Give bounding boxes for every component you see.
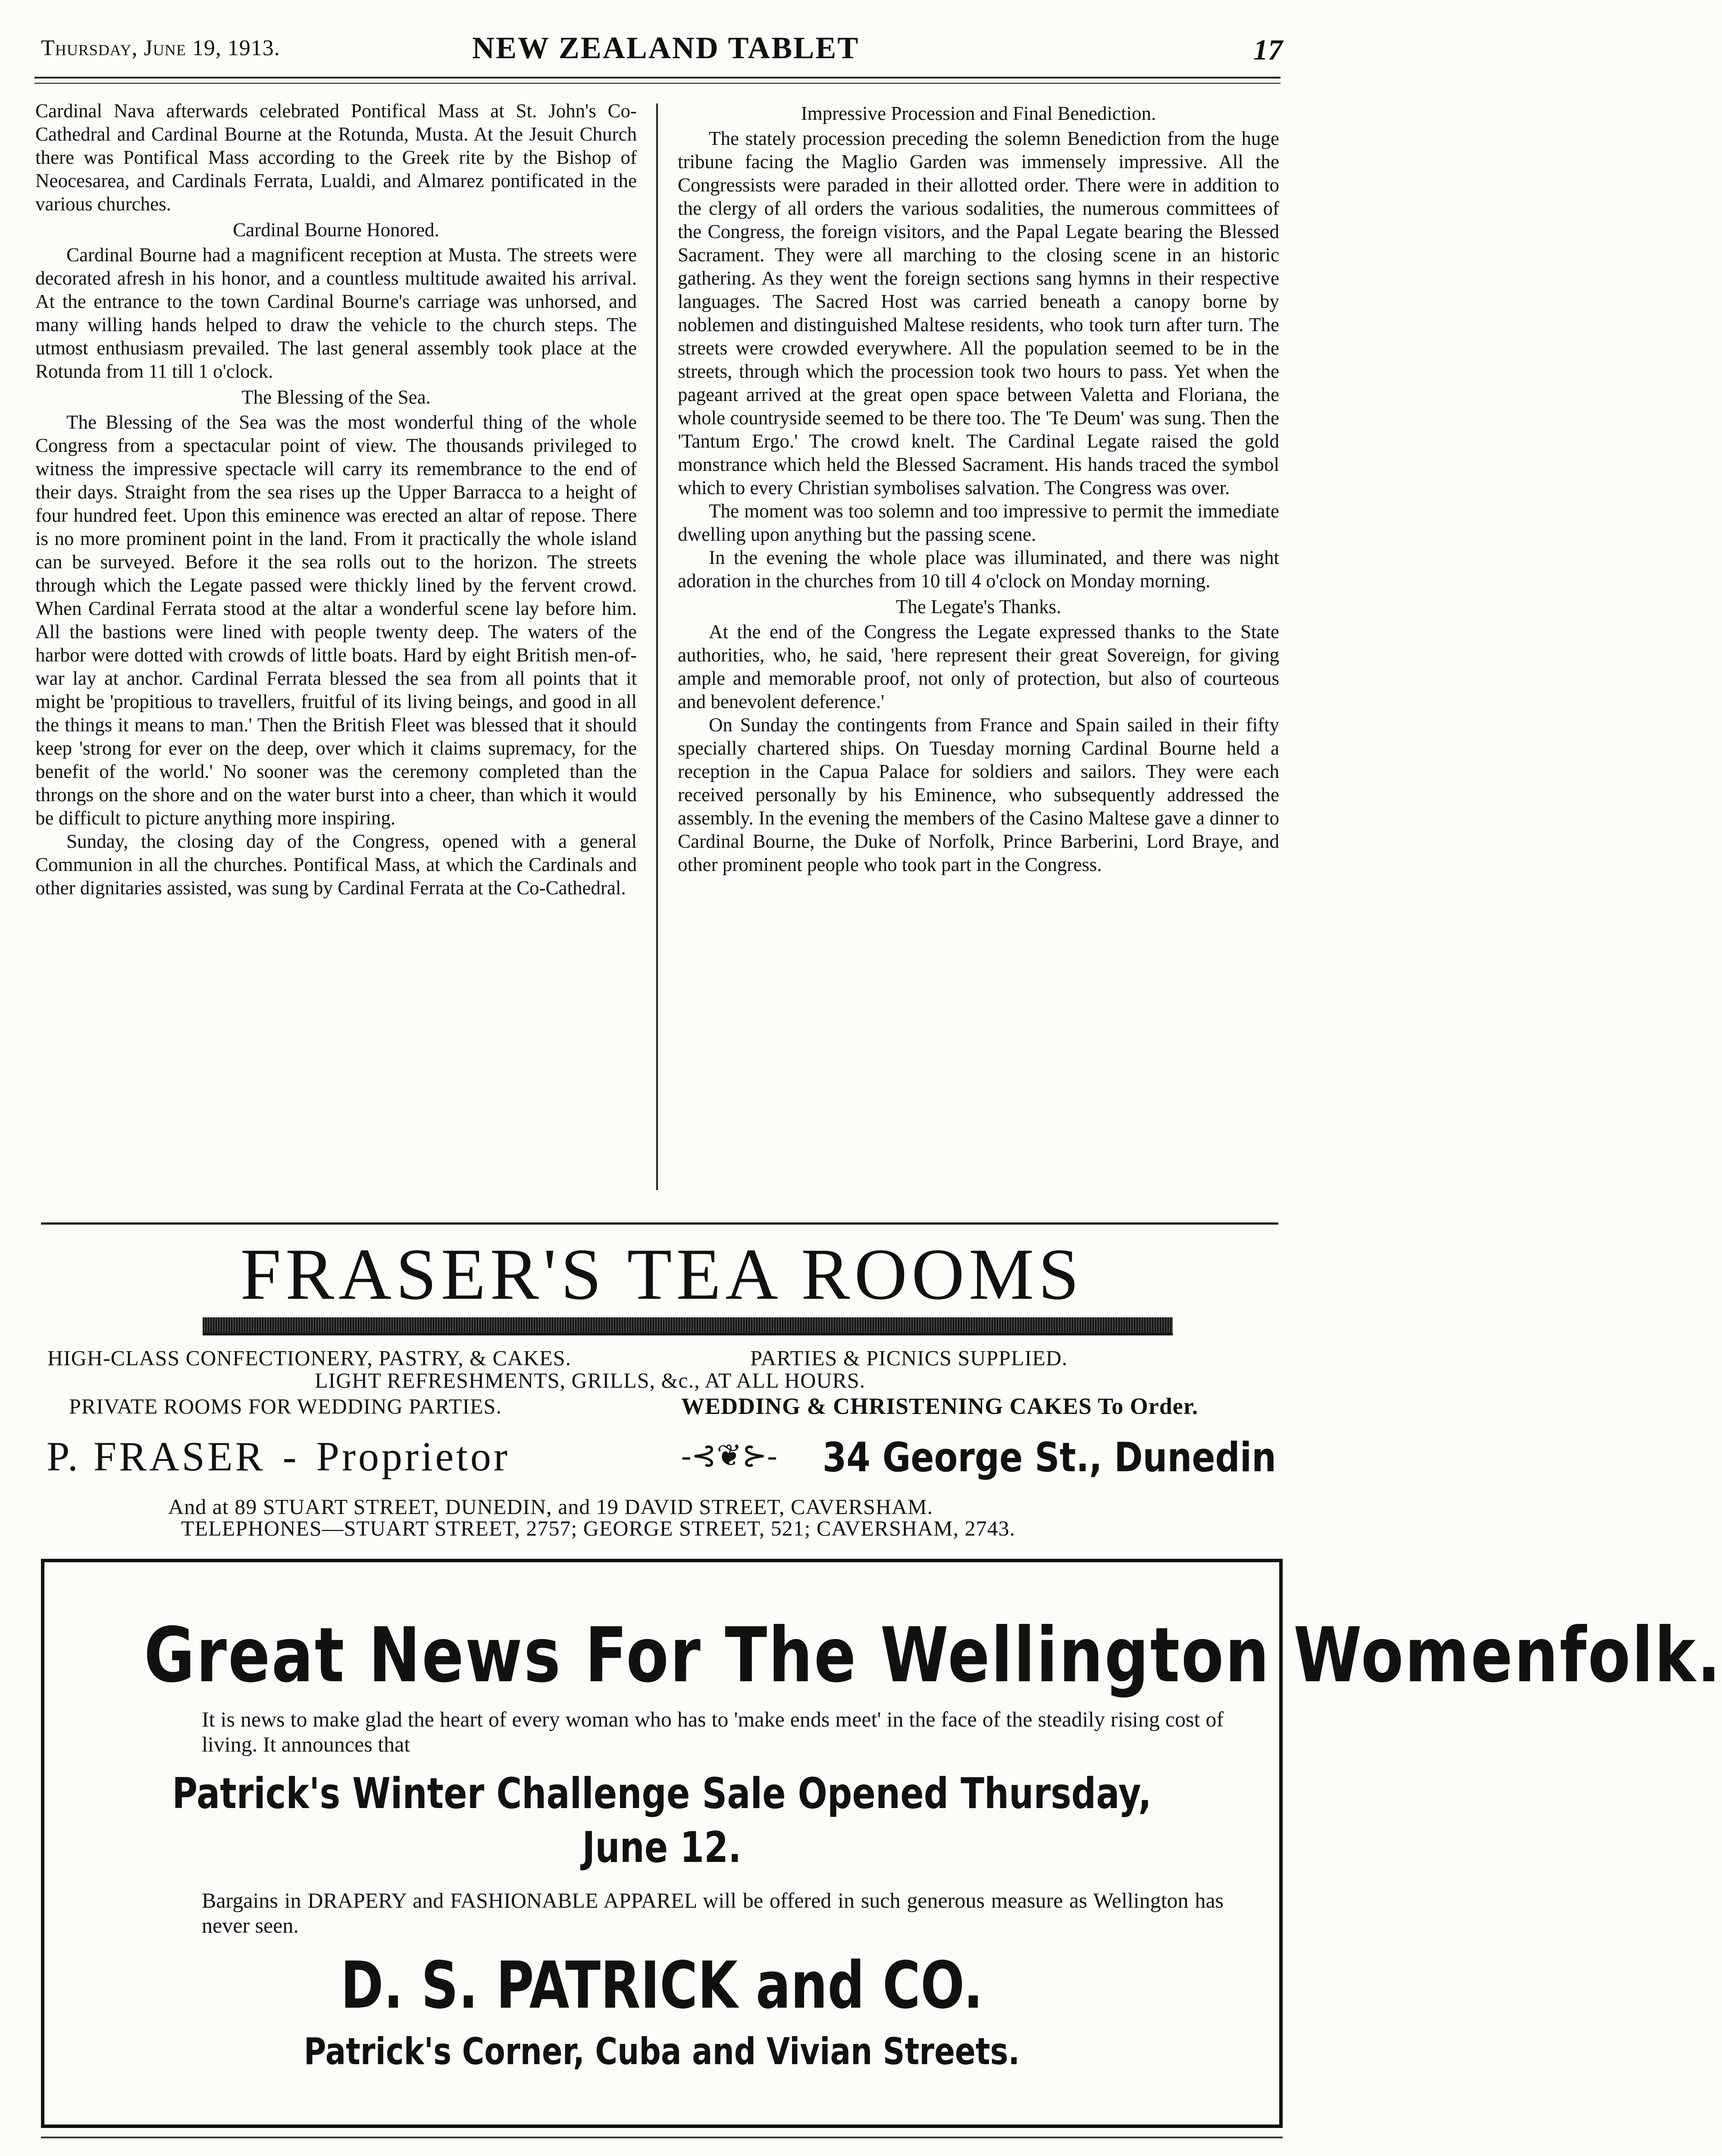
ornament-icon: -⊰❦⊱- <box>681 1439 777 1473</box>
issue-date: Thursday, June 19, 1913. <box>41 36 280 60</box>
proprietor-line <box>47 1432 510 1480</box>
fraser-line: PARTIES & PICNICS SUPPLIED. <box>750 1346 1068 1370</box>
right-column <box>678 99 1279 1207</box>
patrick-headline: Great News For The Wellington Womenfolk. <box>144 1612 1722 1699</box>
subheading: Cardinal Bourne Honored. <box>233 219 439 241</box>
proprietor-name: P. FRASER <box>47 1433 266 1479</box>
fraser-advertisement <box>39 1229 1285 1557</box>
sale-date: June 12. <box>582 1823 742 1872</box>
page-header <box>41 27 1283 74</box>
sale-line: Patrick's Winter Challenge Sale Opened Thursday, <box>172 1769 1152 1818</box>
article-columns <box>35 99 1281 1207</box>
subheading: The Blessing of the Sea. <box>241 386 431 408</box>
patrick-intro: It is news to make glad the heart of every woman who has to 'make ends meet' in the face of the steadily rising cost of living. It announces that <box>202 1707 1224 1756</box>
left-column <box>35 99 637 1207</box>
paragraph: Cardinal Bourne had a magnificent reception at Musta. The streets were decorated afresh in his honor, and a countless multitude awaited his arrival. At the entrance to the town Cardinal Bourne's carriage was unhorsed, and many willing hands helped to draw the vehicle to the church steps. The utmost enthusiasm prevailed. The last general assembly took place at the Rotunda from 11 till 1 o'clock. <box>35 244 637 382</box>
paragraph: Sunday, the closing day of the Congress, opened with a general Communion in all the churches. Pontifical Mass, at which the Cardinals and other dignitaries assisted, was sung by Cardinal Ferrata at the Co-Cathedral. <box>35 830 637 899</box>
section-rule <box>41 1222 1278 1225</box>
fraser-line: HIGH-CLASS CONFECTIONERY, PASTRY, & CAKES. <box>47 1346 571 1370</box>
fraser-line: LIGHT REFRESHMENTS, GRILLS, &c., AT ALL HOURS. <box>315 1368 866 1392</box>
patrick-advertisement <box>41 1559 1722 2128</box>
paragraph: The Blessing of the Sea was the most wonderful thing of the whole Congress from a spectacular point of view. The thousands privileged to witness the impressive spectacle will carry its remembrance to the end of their days. Straight from the sea rises up the Upper Barracca to a height of four hundred feet. Upon this eminence was erected an altar of repose. There is no more prominent point in the land. From it practically the whole island can be surveyed. Before it the sea rolls out to the horizon. The streets through which the Legate passed were thickly lined by the fervent crowd. When Cardinal Ferrata stood at the altar a wonderful scene lay before him. All the bastions were lined with people twenty deep. The waters of the harbor were dotted with crowds of little boats. Hard by eight British men-of-war lay at anchor. Cardinal Ferrata blessed the sea from all points that it might be 'propitious to travellers, fruitful of its living beings, and good in all the things it means to man.' Then the British Fleet was blessed that it should keep 'strong for ever on the deep, over which it claims supremacy, for the benefit of the world.' No sooner was the ceremony completed than the throngs on the shore and on the water burst into a cheer, than which it would be difficult to picture anything more inspiring. <box>35 411 637 829</box>
column-divider <box>656 103 658 1190</box>
bottom-rule <box>41 2137 1283 2138</box>
page-number: 17 <box>1253 33 1283 66</box>
company-name: D. S. PATRICK and CO. <box>340 1948 983 2023</box>
header-rule <box>34 77 1281 84</box>
paragraph: Cardinal Nava afterwards celebrated Pontifical Mass at St. John's Co-Cathedral and Cardinal Bourne at the Rotunda, Musta. At the Jesuit Church there was Pontifical Mass according to the Greek rite by the Bishop of Neocesarea, and Cardinals Ferrata, Lualdi, and Almarez pontificated in the various churches. <box>35 100 637 215</box>
fraser-line: WEDDING & CHRISTENING CAKES To Order. <box>681 1393 1199 1419</box>
paragraph: In the evening the whole place was illuminated, and there was night adoration in the churches from 10 till 4 o'clock on Monday morning. <box>678 547 1279 592</box>
company-address: Patrick's Corner, Cuba and Vivian Streets. <box>304 2030 1020 2073</box>
patrick-bargains: Bargains in DRAPERY and FASHIONABLE APPAREL will be offered in such generous measure as Wellington has never seen. <box>202 1888 1224 1937</box>
fraser-line: TELEPHONES—STUART STREET, 2757; GEORGE STREET, 521; CAVERSHAM, 2743. <box>181 1516 1015 1540</box>
paragraph: At the end of the Congress the Legate expressed thanks to the State authorities, who, he said, 'here represent their great Sovereign, for giving ample and memorable proof, not only of protection, but also of courteous and benevolent deference.' <box>678 621 1279 712</box>
paragraph: The moment was too solemn and too impressive to permit the immediate dwelling upon anything but the passing scene. <box>678 500 1279 545</box>
subheading: The Legate's Thanks. <box>895 596 1061 617</box>
proprietor-label: Proprietor <box>316 1433 510 1479</box>
decorative-bar <box>203 1317 1173 1335</box>
paragraph: The stately procession preceding the solemn Benediction from the huge tribune facing the Maglio Garden was immensely impressive. All the Congressists were paraded in their allotted order. There were in addition to the clergy of all orders the various sodalities, the numerous committees of the Congress, the foreign visitors, and the Papal Legate bearing the Blessed Sacrament. They were all marching to the closing scene in an historic gathering. As they went the foreign sections sang hymns in their respective languages. The Sacred Host was carried beneath a canopy borne by noblemen and distinguished Maltese residents, who took turn after turn. The streets were crowded everywhere. All the population seemed to be in the streets, through which the procession took two hours to pass. Yet when the pageant arrived at the great open space between Valetta and Floriana, the whole countryside seemed to be there too. The 'Te Deum' was sung. Then the 'Tantum Ergo.' The crowd knelt. The Cardinal Legate raised the gold monstrance which held the Blessed Sacrament. His hands traced the symbol which to every Christian symbolises salvation. The Congress was over. <box>678 128 1279 498</box>
separator: - <box>282 1433 299 1479</box>
fraser-line: And at 89 STUART STREET, DUNEDIN, and 19 DAVID STREET, CAVERSHAM. <box>168 1495 933 1519</box>
masthead-title: NEW ZEALAND TABLET <box>472 31 860 65</box>
paragraph: On Sunday the contingents from France and Spain sailed in their fifty specially chartered ships. On Tuesday morning Cardinal Bourne held a reception in the Capua Palace for soldiers and sailors. They were each received personally by his Eminence, who subsequently addressed the assembly. In the evening the members of the Casino Maltese gave a dinner to Cardinal Bourne, the Duke of Norfolk, Prince Barberini, Lord Braye, and other prominent people who took part in the Congress. <box>678 714 1279 875</box>
subheading: Impressive Procession and Final Benediction. <box>801 103 1156 124</box>
fraser-address: 34 George St., Dunedin <box>822 1434 1276 1481</box>
fraser-line: PRIVATE ROOMS FOR WEDDING PARTIES. <box>69 1394 502 1418</box>
fraser-title: FRASER'S TEA ROOMS <box>240 1234 1083 1315</box>
